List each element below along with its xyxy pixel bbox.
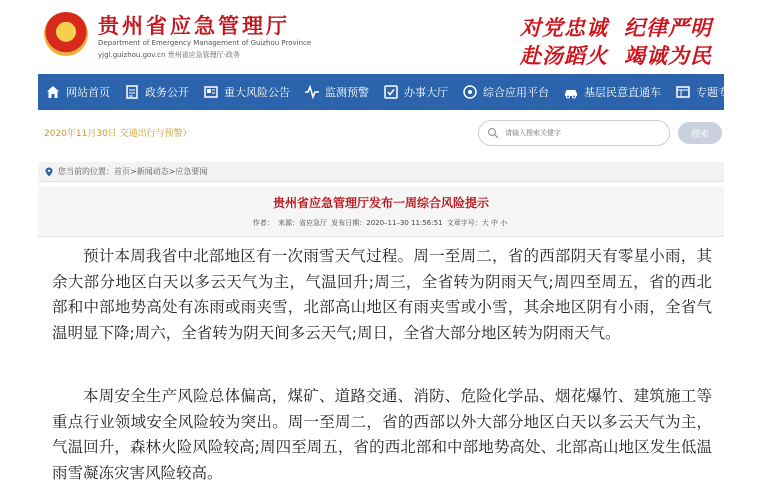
- meta-author: 作者：: [252, 219, 274, 227]
- home-icon: [45, 84, 61, 100]
- nav-item-label: 网站首页: [66, 86, 110, 99]
- search-button[interactable]: 搜索: [678, 122, 722, 144]
- article: [38, 186, 724, 500]
- nav-item-label: 基层民意直通车: [584, 86, 661, 99]
- slogan-4: 竭诚为民: [624, 44, 712, 68]
- nav-item-label: 专题专栏: [696, 86, 740, 99]
- site-url: yjgl.guizhou.gov.cn 贵州省应急管理厅·政务: [98, 51, 240, 59]
- divider: [38, 236, 724, 237]
- article-title: 贵州省应急管理厅发布一周综合风险提示: [272, 196, 489, 210]
- article-meta: [38, 218, 724, 228]
- nav-item-risk-notice[interactable]: [196, 74, 297, 110]
- notice-icon: [203, 84, 219, 100]
- platform-icon: [462, 84, 478, 100]
- slogan-1: 对党忠诚: [520, 16, 608, 40]
- slogan-2: 纪律严明: [624, 16, 712, 40]
- column-icon: [675, 84, 691, 100]
- nav-item-grassroots[interactable]: [556, 74, 668, 110]
- search-input[interactable]: [505, 125, 665, 141]
- slogan-3: 赴汤蹈火: [520, 44, 608, 68]
- document-icon: [124, 84, 140, 100]
- meta-published: 发布日期：2020–11–30 11:56:51: [331, 219, 443, 227]
- nav-item-label: 政务公开: [145, 86, 189, 99]
- car-icon: [563, 84, 579, 100]
- breadcrumb-text[interactable]: 您当前的位置：首页>新闻动态>应急要闻: [58, 167, 208, 176]
- nav-item-label: 综合应用平台: [483, 86, 549, 99]
- nav-item-monitoring[interactable]: [297, 74, 376, 110]
- monitor-icon: [304, 84, 320, 100]
- meta-font-size[interactable]: 文章字号：大 中 小: [446, 219, 508, 227]
- national-emblem-icon: [44, 12, 88, 56]
- nav-item-label: 重大风险公告: [224, 86, 290, 99]
- main-nav: [38, 74, 740, 110]
- site-subtitle: Department of Emergency Management of Guizhou Province: [98, 39, 312, 47]
- nav-item-label: 办事大厅: [404, 86, 448, 99]
- site-header: [0, 0, 762, 72]
- article-paragraph-2: 本周安全生产风险总体偏高，煤矿、道路交通、消防、危险化学品、烟花爆竹、建筑施工等重点行业领域安全风险较为突出。周一至周二，省的西部以外大部分地区白天以多云天气为主，气温回升，森林火险风险较高;周四至周五，省的西北部和中部地势高处、北部高山地区发生低温雨雪凝冻灾害风险较高。: [52, 387, 712, 482]
- info-bar: [38, 112, 724, 156]
- nav-item-platform[interactable]: [455, 74, 556, 110]
- nav-item-label: 监测预警: [325, 86, 369, 99]
- location-icon: [44, 167, 54, 177]
- date-notice[interactable]: 2020年11月30日 交通出行与预警）: [44, 129, 192, 139]
- nav-item-gov-affairs[interactable]: [117, 74, 196, 110]
- search-icon: [487, 127, 499, 139]
- article-paragraph-1: 预计本周我省中北部地区有一次雨雪天气过程。周一至周二，省的西部阴天有零星小雨，其余大部分地区白天以多云天气为主，气温回升;周三，全省转为阴雨天气;周四至周五，省的西北部和中部地势高处有冻雨或雨夹雪，北部高山地区有雨夹雪或小雪，其余地区阴有小雨，全省气温明显下降;周六，全省转为阴天间多云天气;周日，全省大部分地区转为阴雨天气。: [52, 247, 712, 342]
- service-icon: [383, 84, 399, 100]
- meta-source: 来源：省应急厅: [278, 219, 327, 227]
- nav-item-special-column[interactable]: [668, 74, 747, 110]
- nav-item-home[interactable]: [38, 74, 117, 110]
- nav-item-service-hall[interactable]: [376, 74, 455, 110]
- breadcrumb: [38, 162, 724, 182]
- site-title[interactable]: 贵州省应急管理厅: [98, 14, 290, 38]
- article-header: [38, 186, 724, 236]
- search-box: [478, 120, 670, 146]
